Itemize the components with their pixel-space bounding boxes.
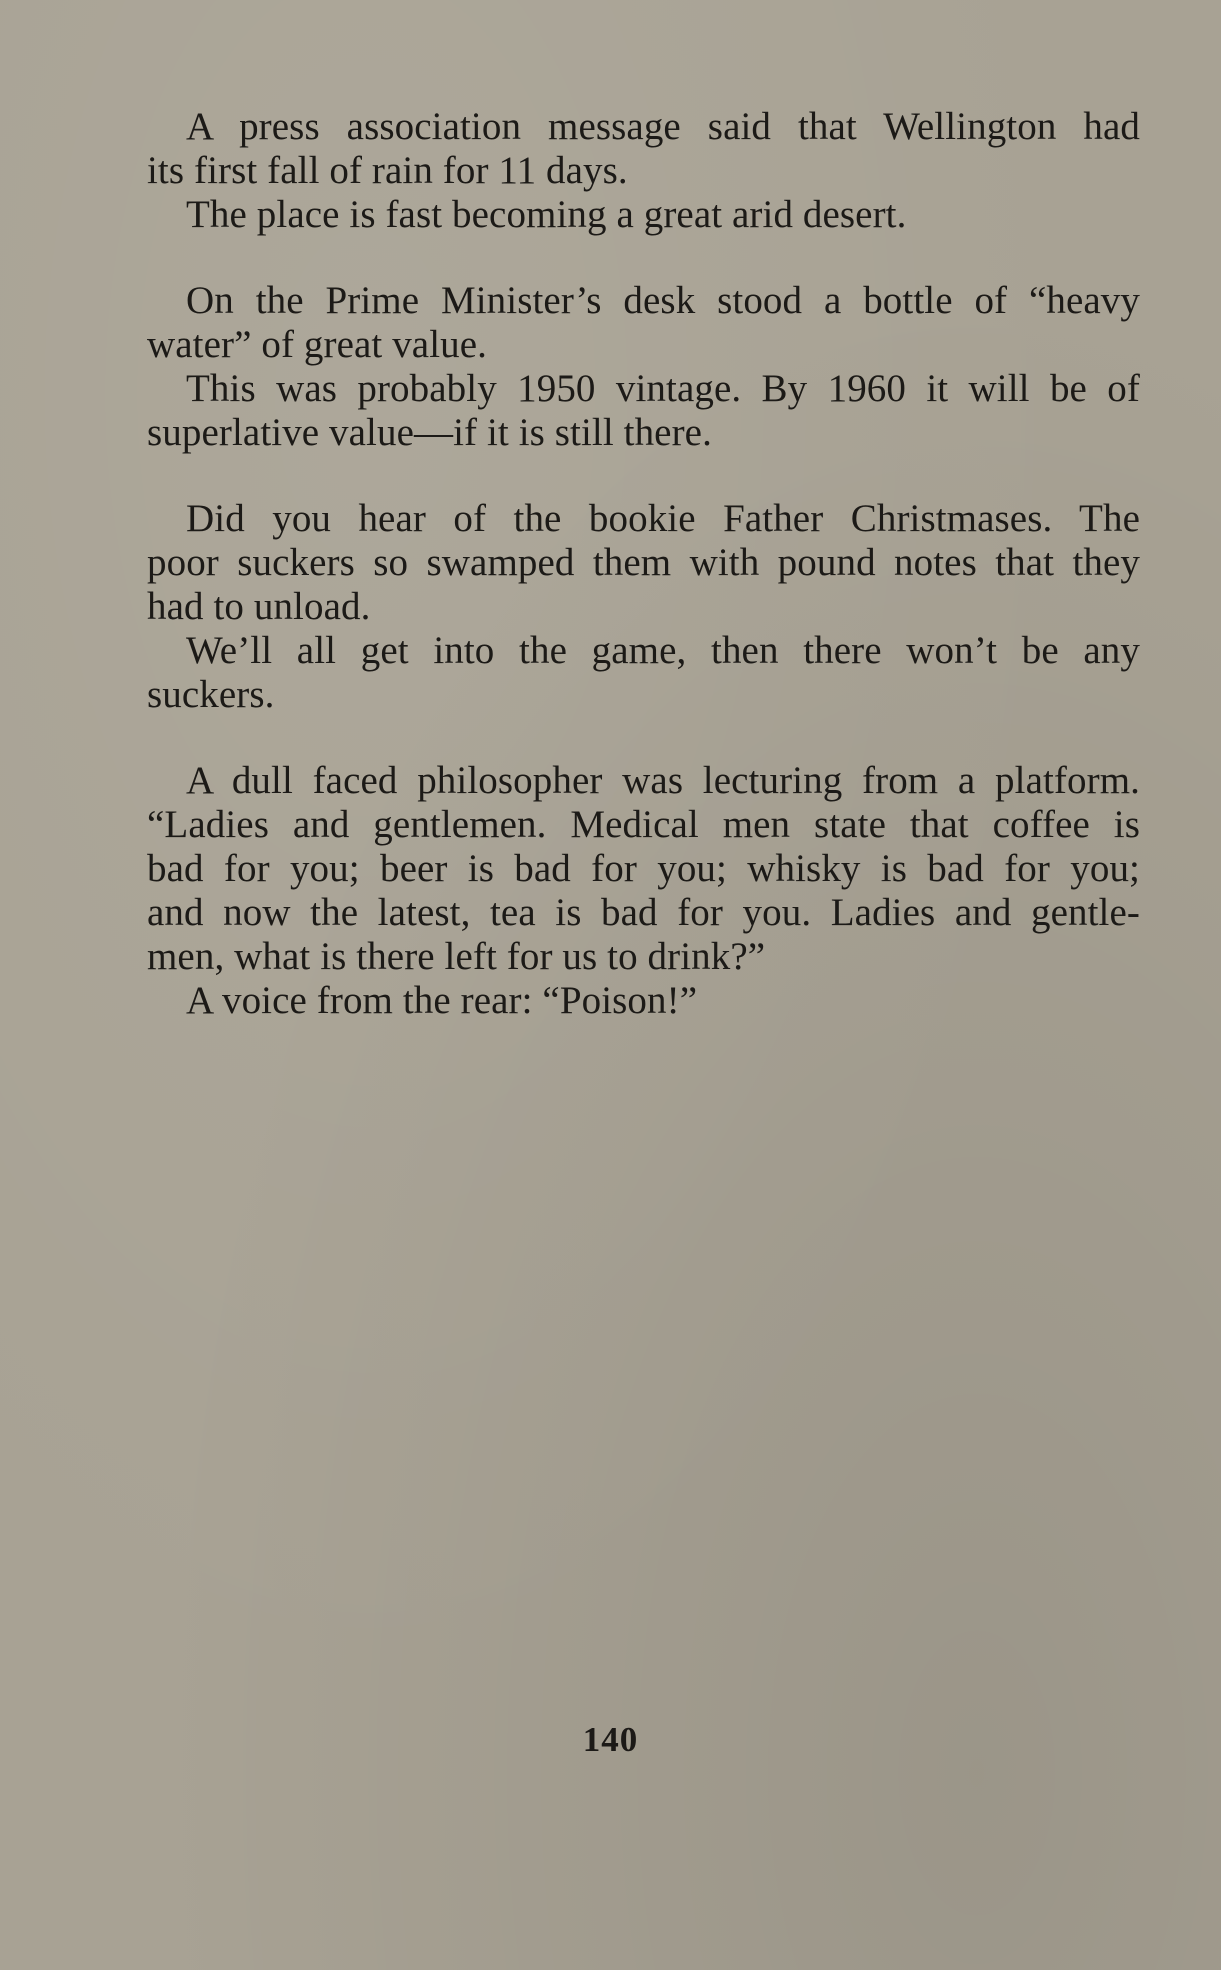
text-line: A voice from the rear: “Poison!” — [186, 979, 698, 1022]
entry-bookie-father-christmases — [147, 497, 1140, 717]
text-line: men, what is there left for us to drink?” — [147, 935, 766, 978]
text-line: Did you hear of the bookie Father Christmases. The — [186, 497, 1140, 540]
text-line: suckers. — [147, 673, 275, 716]
text-line: and now the latest, tea is bad for you. Ladies and gentle- — [147, 891, 1140, 934]
text-line: poor suckers so swamped them with pound notes that they — [147, 541, 1140, 584]
text-line: On the Prime Minister’s desk stood a bottle of “heavy — [186, 279, 1140, 322]
entry-heavy-water — [147, 279, 1140, 455]
page-number: 140 — [582, 1720, 639, 1759]
text-line: A press association message said that Wellington had — [186, 105, 1140, 148]
text-line: The place is fast becoming a great arid desert. — [186, 193, 907, 236]
text-line: water” of great value. — [147, 323, 488, 366]
text-line: its first fall of rain for 11 days. — [147, 149, 628, 192]
text-line: superlative value—if it is still there. — [147, 411, 712, 454]
text-line: “Ladies and gentlemen. Medical men state that coffee is — [147, 803, 1140, 846]
text-line: We’ll all get into the game, then there won’t be any — [186, 629, 1140, 672]
entry-wellington-rain — [147, 105, 1140, 237]
entry-philosopher — [147, 759, 1140, 1023]
page-body — [147, 105, 1140, 1065]
text-line: had to unload. — [147, 585, 371, 628]
text-line: A dull faced philosopher was lecturing from a platform. — [186, 759, 1140, 802]
text-line: bad for you; beer is bad for you; whisky is bad for you; — [147, 847, 1140, 890]
text-line: This was probably 1950 vintage. By 1960 it will be of — [186, 367, 1140, 410]
